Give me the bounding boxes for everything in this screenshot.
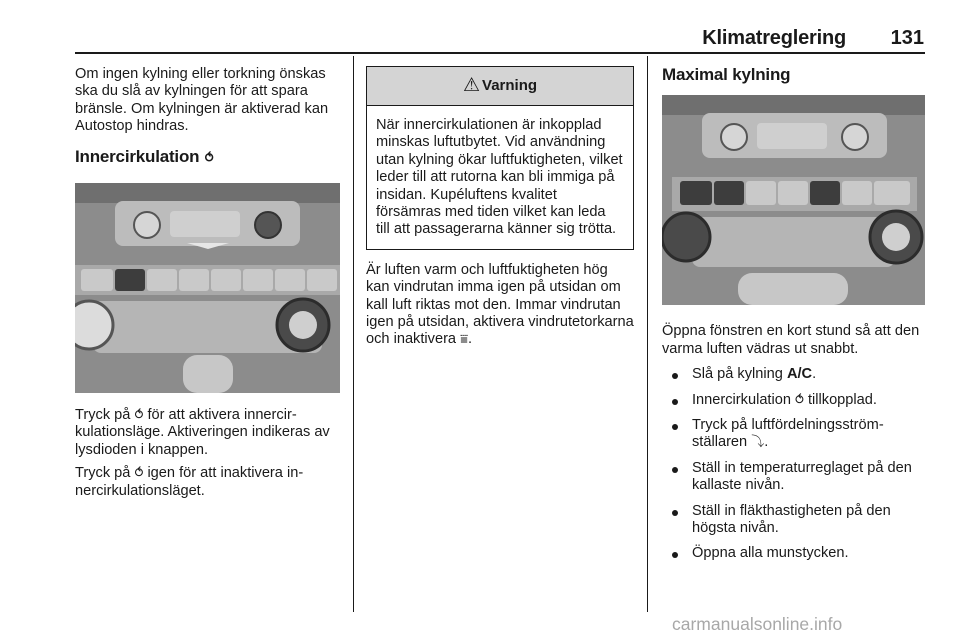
bullet-dot (672, 510, 678, 516)
recirculation-icon: ⥀ (203, 150, 215, 166)
max-cooling-intro: Öppna fönstren en kort stund så att den varma luften vädras ut snabbt. (662, 323, 920, 357)
max-cooling-steps (662, 366, 927, 563)
warning-triangle-icon: ⚠ (462, 75, 481, 97)
bullet-dot (672, 399, 678, 405)
column-2 (366, 66, 634, 349)
list-item: Innercirkulation ⥀ tillkopplad. (662, 392, 927, 409)
column-divider-2 (647, 56, 648, 612)
column-3 (662, 66, 927, 563)
recirculation-icon: ⥀ (134, 408, 144, 424)
deactivate-paragraph: Tryck på ⥀ igen för att inaktivera innercirkulationsläget. (75, 465, 304, 499)
recirculation-icon: ⥀ (795, 392, 804, 408)
windscreen-defrost-icon: ⩸ (460, 332, 469, 348)
page-number: 131 (890, 27, 924, 49)
recirculation-figure (75, 183, 340, 393)
warning-title: Varning (482, 77, 538, 95)
column-divider-1 (353, 56, 354, 612)
section-title: Klimatreglering (702, 27, 846, 49)
recirculation-icon: ⥀ (134, 466, 144, 482)
list-item: Öppna alla munstycken. (662, 545, 927, 562)
warning-text: När innercirkulationen är inkopplad minskas luftutbytet. Vid användning utan kylning ökar luftfuktigheten, vilket leder till att rutorna kan bli immiga på insidan. Kupéluftens kvalitet försämras med tiden vilket kan leda till att passagerarna känner sig trötta. (376, 117, 623, 238)
column-1 (75, 66, 343, 500)
bullet-dot (672, 467, 678, 473)
watermark: carmanualsonline.info (672, 614, 843, 634)
condensation-paragraph: Är luften varm och luftfuktigheten hög kan vindrutan imma igen på utsidan om kall luft riktas mot den. Immar vindrutan igen på utsidan, aktivera vindrutetorkarna och inaktivera ⩸. (366, 261, 634, 348)
recirculation-heading: Innercirkulation ⥀ (75, 146, 215, 166)
activate-paragraph: Tryck på ⥀ för att aktivera innercirkulationsläge. Aktiveringen indikeras av lysdioden i knappen. (75, 407, 330, 458)
warning-box (366, 66, 634, 250)
bullet-dot (672, 373, 678, 379)
max-cooling-heading: Maximal kylning (662, 65, 791, 84)
bullet-dot (672, 552, 678, 558)
warning-header (367, 67, 633, 106)
air-distribution-icon: ⤵ (751, 435, 765, 451)
bullet-dot (672, 424, 678, 430)
header-rule (75, 52, 925, 54)
intro-paragraph: Om ingen kylning eller torkning önskas ska du slå av kylningen för att spara bränsle. Om kylningen är aktiverad kan Autostop hindras. (75, 66, 329, 135)
list-item: Ställ in temperaturreglaget på den kallaste nivån. (662, 460, 927, 495)
list-item: Slå på kylning A/C. (662, 366, 927, 383)
list-item: Ställ in fläkthastigheten på den högsta nivån. (662, 503, 927, 538)
list-item: Tryck på luftfördelningsströmställaren ⤵. (662, 417, 927, 452)
max-cooling-figure (662, 95, 925, 305)
